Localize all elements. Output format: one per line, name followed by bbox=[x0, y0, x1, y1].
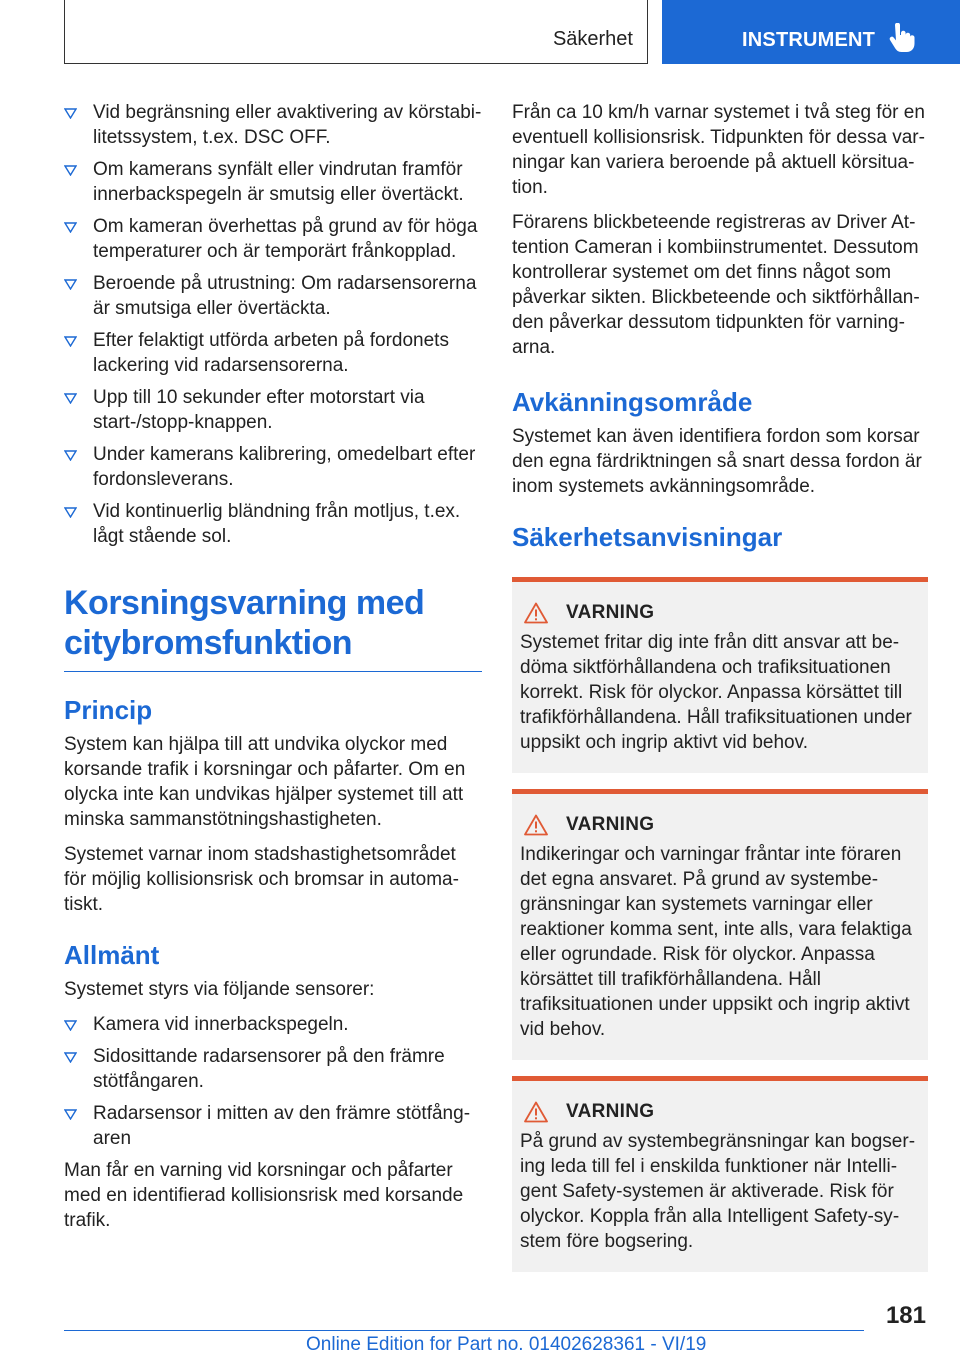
triangle-bullet-icon bbox=[64, 108, 77, 119]
warning-text: Systemet fritar dig inte från ditt ansvar att bedöma siktförhållandena och trafiksituationen korrekt. Risk för olyckor. Anpassa körsättet till trafikförhållandena. Håll trafiksituationen under uppsikt och ingrip aktivt vid behov. bbox=[520, 632, 912, 753]
section-heading-avkanning: Avkänningsområde bbox=[512, 387, 753, 417]
list-item: Beroende på utrustning: Om radarsensorerna är smutsiga eller övertäckta. bbox=[64, 271, 482, 321]
driver-attention-paragraph: Förarens blickbeteende registreras av Driver Attention Cameran i kombiinstrumentet. Dessutom kontrollerar systemet om det finns något som påverkar sikten. Blickbeteende och siktförhållanden påverkar dessutom tidpunkten för varningarna. bbox=[512, 212, 920, 358]
section-heading-sakerhet: Säkerhetsanvisningar bbox=[512, 522, 783, 552]
header-tab-instrument[interactable] bbox=[662, 0, 960, 64]
triangle-bullet-icon bbox=[64, 336, 77, 347]
triangle-bullet-icon bbox=[64, 165, 77, 176]
warning-text: Indikeringar och varningar fråntar inte föraren det egna ansvaret. På grund av systembegränsningar kan systemets varningar eller reaktioner komma sent, inte alls, vara felaktiga eller ogrundade. Risk för olyckor. Anpassa körsättet till trafikförhållandena. Håll trafiksituationen under uppsikt och ingrip aktivt vid behov. bbox=[520, 844, 912, 1040]
triangle-bullet-icon bbox=[64, 507, 77, 518]
list-item: Sidosittande radarsensorer på den främre stötfångaren. bbox=[64, 1044, 482, 1094]
triangle-bullet-icon bbox=[64, 393, 77, 404]
warning-title: VARNING bbox=[566, 1101, 655, 1122]
list-item: Efter felaktigt utförda arbeten på fordonets lackering vid radarsensorerna. bbox=[64, 328, 482, 378]
avkanning-paragraph: Systemet kan även identifiera fordon som korsar den egna färdriktningen så snart dessa fordon är inom systemets avkänningsområde. bbox=[512, 426, 922, 497]
footer-edition-link[interactable]: Online Edition for Part no. 01402628361 - VI/19 bbox=[306, 1334, 707, 1355]
list-item: Om kameran överhettas på grund av för höga temperaturer och är temporärt frånkopplad. bbox=[64, 214, 482, 264]
warning-box-2 bbox=[512, 789, 928, 1060]
chapter-title: Korsningsvarning med citybromsfunktion bbox=[64, 583, 482, 672]
list-item: Under kamerans kalibrering, omedelbart efter fordonsleverans. bbox=[64, 442, 482, 492]
section-heading-princip: Princip bbox=[64, 695, 153, 725]
warning-steps-paragraph: Från ca 10 km/h varnar systemet i två steg för en eventuell kollisionsrisk. Tidpunkten för dessa varningar kan variera beroende på aktuell körsituation. bbox=[512, 102, 925, 198]
left-column bbox=[64, 100, 482, 1243]
triangle-bullet-icon bbox=[64, 1052, 77, 1063]
hand-pointer-icon bbox=[886, 23, 916, 53]
triangle-bullet-icon bbox=[64, 222, 77, 233]
warning-triangle-icon bbox=[524, 602, 548, 624]
list-item: Radarsensor i mitten av den främre stötfångaren bbox=[64, 1101, 482, 1151]
list-item: Vid kontinuerlig bländning från motljus, t.ex. lågt stående sol. bbox=[64, 499, 482, 549]
warning-box-1 bbox=[512, 577, 928, 773]
list-item: Upp till 10 sekunder efter motorstart via start-/stopp-knappen. bbox=[64, 385, 482, 435]
right-column bbox=[512, 100, 928, 1288]
triangle-bullet-icon bbox=[64, 1109, 77, 1120]
allmant-intro: Systemet styrs via följande sensorer: bbox=[64, 979, 375, 1000]
warning-title: VARNING bbox=[566, 814, 655, 835]
header-section-box bbox=[64, 0, 648, 64]
list-item: Vid begränsning eller avaktivering av körstabilitetssystem, t.ex. DSC OFF. bbox=[64, 100, 482, 150]
list-item: Kamera vid innerbackspegeln. bbox=[64, 1012, 482, 1037]
warning-triangle-icon bbox=[524, 1101, 548, 1123]
list-item: Om kamerans synfält eller vindrutan framför innerbackspegeln är smutsig eller övertäckt. bbox=[64, 157, 482, 207]
triangle-bullet-icon bbox=[64, 450, 77, 461]
allmant-outro: Man får en varning vid korsningar och påfarter med en identifierad kollisionsrisk med korsande trafik. bbox=[64, 1160, 464, 1231]
princip-paragraph-2: Systemet varnar inom stadshastighetsområdet för möjlig kollisionsrisk och bromsar in automatiskt. bbox=[64, 844, 459, 915]
princip-paragraph-1: System kan hjälpa till att undvika olyckor med korsande trafik i korsningar och påfarter. Om en olycka inte kan undvikas hjälper systemet till att minska sammanstötningshastigheten. bbox=[64, 734, 466, 830]
sensor-list bbox=[64, 1012, 482, 1151]
footer-divider bbox=[64, 1330, 864, 1331]
header-section-label: Säkerhet bbox=[552, 28, 633, 50]
triangle-bullet-icon bbox=[64, 1020, 77, 1031]
limitation-list bbox=[64, 100, 482, 549]
triangle-bullet-icon bbox=[64, 279, 77, 290]
warning-triangle-icon bbox=[524, 814, 548, 836]
warning-title: VARNING bbox=[566, 602, 655, 623]
header-tab-label: INSTRUMENT bbox=[742, 29, 876, 51]
page-number: 181 bbox=[885, 1302, 926, 1329]
section-heading-allmant: Allmänt bbox=[64, 940, 160, 970]
warning-box-3 bbox=[512, 1076, 928, 1272]
warning-text: På grund av systembegränsningar kan bogsering leda till fel i enskilda funktioner när Intelligent Safety-systemen är aktiverade. Risk för olyckor. Koppla från alla Intelligent Safety-system före bogsering. bbox=[520, 1131, 916, 1252]
